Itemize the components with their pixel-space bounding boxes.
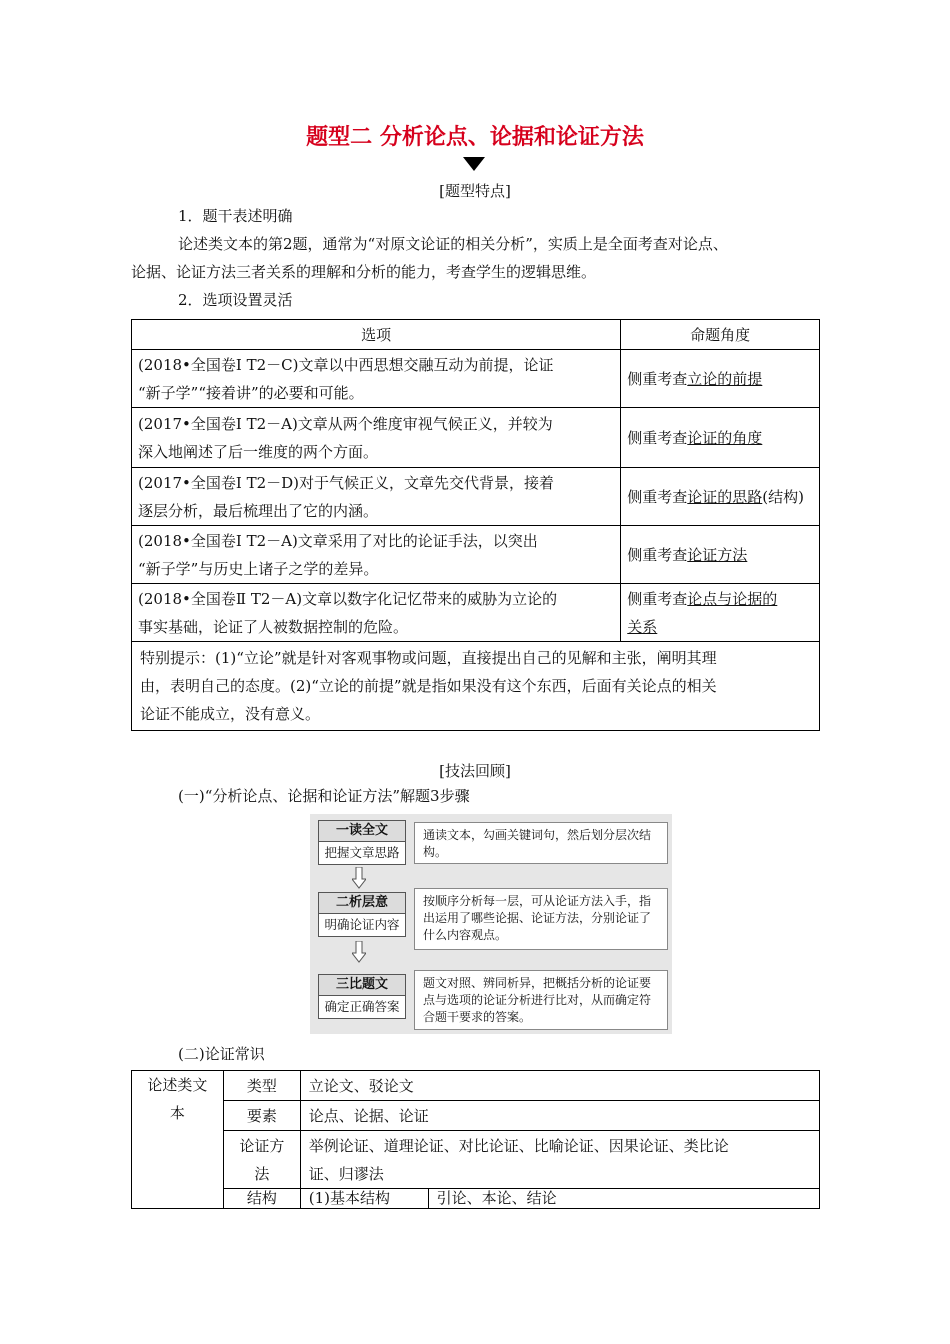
row-key: 类型 — [223, 1071, 300, 1101]
step-description: 题文对照、辨同析异，把概括分析的论证要点与选项的论证分析进行比对，从而确定符合题干要求的答案。 — [414, 970, 668, 1030]
note-row — [132, 642, 820, 731]
point2-heading: 2．选项设置灵活 — [178, 291, 293, 309]
row-value — [300, 1131, 819, 1189]
table-row — [132, 468, 820, 526]
angle-prefix: 侧重考查 — [627, 487, 688, 506]
row-key-line: 法 — [254, 1164, 270, 1183]
angle-prefix: 侧重考查 — [627, 428, 688, 447]
steps-diagram — [310, 814, 672, 1034]
angle-prefix: 侧重考查 — [627, 369, 688, 388]
point1-paragraph-line2: 论据、论证方法三者关系的理解和分析的能力，考查学生的逻辑思维。 — [131, 263, 597, 281]
row-value: 立论文、驳论文 — [300, 1071, 819, 1101]
angle-focus: 论证的思路 — [687, 487, 763, 506]
table-row — [132, 408, 820, 468]
sub-heading-steps: (一)“分析论点、论据和论证方法”解题3步骤 — [178, 787, 470, 805]
step-box — [318, 820, 406, 865]
option-text-line: “新子学”“接着讲”的必要和可能。 — [138, 383, 364, 402]
step-description: 按顺序分析每一层，可从论证方法入手，指出运用了哪些论据、论证方法，分别论证了什么内容观点。 — [414, 888, 668, 950]
row-sub-value: 引论、本论、结论 — [428, 1189, 819, 1209]
angle-focus: 论点与论据的 — [687, 589, 778, 608]
angle-prefix: 侧重考查 — [627, 545, 688, 564]
step-box — [318, 974, 406, 1019]
row-value: 论点、论据、论证 — [300, 1101, 819, 1131]
note-line: 特别提示：(1)“立论”就是针对客观事物或问题，直接提出自己的见解和主张，阐明其理 — [140, 649, 717, 667]
root-label-line: 论述类文 — [147, 1076, 208, 1094]
col-header-angle: 命题角度 — [621, 320, 820, 350]
table-row — [132, 526, 820, 584]
angle-focus: 立论的前提 — [687, 369, 763, 388]
down-triangle-icon — [463, 157, 485, 171]
angle-focus: 论证的角度 — [687, 428, 763, 447]
step-title: 二析层意 — [319, 893, 405, 914]
step-title: 一读全文 — [319, 821, 405, 842]
down-arrow-icon — [352, 867, 366, 889]
section-heading-features: [题型特点] — [439, 182, 511, 200]
angle-focus: 论证方法 — [687, 545, 748, 564]
row-key-line: 论证方 — [239, 1136, 285, 1155]
row-sub-key: (1)基本结构 — [300, 1189, 428, 1209]
row-key: 要素 — [223, 1101, 300, 1131]
step-box — [318, 892, 406, 937]
row-key: 结构 — [223, 1189, 300, 1209]
argument-knowledge-table — [131, 1070, 820, 1209]
col-header-option: 选项 — [132, 320, 621, 350]
note-line: 论证不能成立，没有意义。 — [140, 705, 321, 723]
sub-heading-knowledge: (二)论证常识 — [178, 1045, 265, 1063]
table-root-cell — [132, 1071, 224, 1209]
root-label-line: 本 — [169, 1104, 185, 1122]
row-value-line: 证、归谬法 — [308, 1164, 384, 1183]
page-title: 题型二 分析论点、论据和论证方法 — [306, 125, 644, 150]
step-subtitle: 把握文章思路 — [324, 845, 400, 860]
option-text-line: (2018•全国卷Ⅱ T2－A)文章以数字化记忆带来的威胁为立论的 — [138, 589, 558, 608]
step-title: 三比题文 — [319, 975, 405, 996]
down-arrow-icon — [352, 941, 366, 963]
angle-suffix: (结构) — [762, 487, 805, 506]
note-line: 由，表明自己的态度。(2)“立论的前提”就是指如果没有这个东西，后面有关论点的相关 — [140, 677, 717, 695]
option-text-line: (2018•全国卷Ⅰ T2－A)文章采用了对比的论证手法，以突出 — [138, 531, 538, 550]
row-value-line: 举例论证、道理论证、对比论证、比喻论证、因果论证、类比论 — [308, 1136, 729, 1155]
step-subtitle: 明确论证内容 — [324, 917, 400, 932]
option-text-line: (2018•全国卷Ⅰ T2－C)文章以中西思想交融互动为前提，论证 — [138, 355, 554, 374]
step-subtitle: 确定正确答案 — [324, 999, 400, 1014]
step-description: 通读文本，勾画关键词句，然后划分层次结构。 — [414, 822, 668, 864]
option-text-line: 事实基础，论证了人被数据控制的危险。 — [138, 617, 409, 636]
table-row — [132, 350, 820, 408]
angle-focus-cont: 关系 — [627, 617, 658, 636]
point1-paragraph-line1: 论述类文本的第2题，通常为“对原文论证的相关分析”，实质上是全面考查对论点、 — [178, 235, 728, 253]
option-text-line: 深入地阐述了后一维度的两个方面。 — [138, 442, 379, 461]
angle-prefix: 侧重考查 — [627, 589, 688, 608]
option-text-line: 逐层分析，最后梳理出了它的内涵。 — [138, 501, 379, 520]
point1-heading: 1．题干表述明确 — [178, 207, 293, 225]
table-row — [132, 584, 820, 642]
row-key — [223, 1131, 300, 1189]
option-text-line: (2017•全国卷Ⅰ T2－A)文章从两个维度审视气候正义，并较为 — [138, 414, 553, 433]
option-text-line: (2017•全国卷Ⅰ T2－D)对于气候正义，文章先交代背景，接着 — [138, 473, 554, 492]
option-text-line: “新子学”与历史上诸子之学的差异。 — [138, 559, 379, 578]
options-table — [131, 319, 820, 731]
section-heading-review: [技法回顾] — [439, 762, 511, 780]
